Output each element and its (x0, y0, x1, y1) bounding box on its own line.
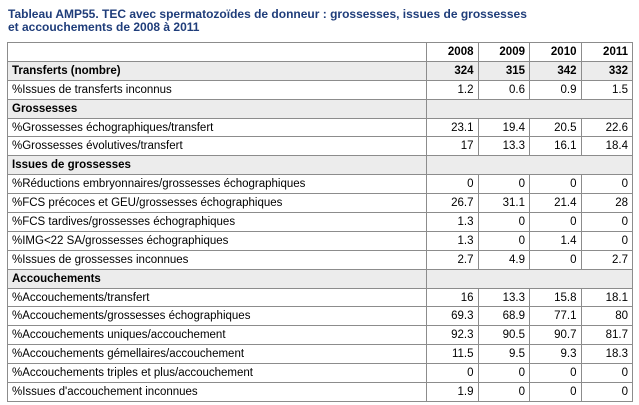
value-cell: 21.4 (530, 194, 582, 213)
value-cell: 31.1 (478, 194, 530, 213)
value-cell: 0 (530, 364, 582, 383)
value-cell: 9.5 (478, 345, 530, 364)
section-label: Issues de grossesses (8, 156, 427, 175)
value-cell: 18.4 (581, 137, 633, 156)
value-cell: 22.6 (581, 118, 633, 137)
value-cell: 0 (478, 231, 530, 250)
value-cell: 1.2 (427, 80, 479, 99)
section-label: Grossesses (8, 99, 427, 118)
value-cell: 20.5 (530, 118, 582, 137)
value-cell: 342 (530, 61, 582, 80)
value-cell: 0 (581, 231, 633, 250)
section-header-row (8, 99, 633, 118)
value-cell: 77.1 (530, 307, 582, 326)
table-row (8, 118, 633, 137)
value-cell: 69.3 (427, 307, 479, 326)
value-cell: 0 (530, 383, 582, 402)
year-header: 2010 (530, 43, 582, 62)
value-cell: 0 (478, 213, 530, 232)
row-label: %FCS précoces et GEU/grossesses échographiques (8, 194, 427, 213)
value-cell: 26.7 (427, 194, 479, 213)
table-title-line-2: et accouchements de 2008 à 2011 (8, 20, 200, 34)
value-cell: 2.7 (427, 250, 479, 269)
value-cell: 1.3 (427, 231, 479, 250)
value-cell: 332 (581, 61, 633, 80)
value-cell: 11.5 (427, 345, 479, 364)
value-cell: 315 (478, 61, 530, 80)
value-cell: 0 (581, 383, 633, 402)
year-header: 2008 (427, 43, 479, 62)
value-cell: 1.5 (581, 80, 633, 99)
value-cell: 0 (478, 383, 530, 402)
value-cell: 1.9 (427, 383, 479, 402)
header-blank-cell (8, 43, 427, 62)
value-cell: 16 (427, 288, 479, 307)
value-cell: 18.3 (581, 345, 633, 364)
value-cell: 28 (581, 194, 633, 213)
value-cell: 2.7 (581, 250, 633, 269)
value-cell: 9.3 (530, 345, 582, 364)
row-label: %Accouchements/grossesses échographiques (8, 307, 427, 326)
value-cell: 13.3 (478, 137, 530, 156)
table-row (8, 326, 633, 345)
value-cell: 13.3 (478, 288, 530, 307)
value-cell: 0 (530, 213, 582, 232)
year-header: 2011 (581, 43, 633, 62)
row-label: %Grossesses échographiques/transfert (8, 118, 427, 137)
year-header: 2009 (478, 43, 530, 62)
header-row (8, 43, 633, 62)
table-row (8, 288, 633, 307)
table-row (8, 80, 633, 99)
row-label: %Accouchements/transfert (8, 288, 427, 307)
table-row (8, 383, 633, 402)
value-cell: 90.5 (478, 326, 530, 345)
value-cell: 68.9 (478, 307, 530, 326)
value-cell: 81.7 (581, 326, 633, 345)
row-label: %Accouchements uniques/accouchement (8, 326, 427, 345)
value-cell: 80 (581, 307, 633, 326)
row-label: %Issues d'accouchement inconnues (8, 383, 427, 402)
table-row (8, 137, 633, 156)
value-cell: 0 (427, 175, 479, 194)
section-filler-cell (427, 156, 633, 175)
value-cell: 18.1 (581, 288, 633, 307)
table-row (8, 175, 633, 194)
row-label: %IMG<22 SA/grossesses échographiques (8, 231, 427, 250)
row-label: Transferts (nombre) (8, 61, 427, 80)
section-header-row (8, 269, 633, 288)
value-cell: 0.9 (530, 80, 582, 99)
value-cell: 0 (530, 250, 582, 269)
value-cell: 0 (581, 213, 633, 232)
value-cell: 16.1 (530, 137, 582, 156)
value-cell: 92.3 (427, 326, 479, 345)
section-filler-cell (427, 99, 633, 118)
table-row (8, 345, 633, 364)
section-header-row (8, 156, 633, 175)
statistics-table (7, 42, 633, 402)
value-cell: 1.4 (530, 231, 582, 250)
section-filler-cell (427, 269, 633, 288)
value-cell: 19.4 (478, 118, 530, 137)
value-cell: 90.7 (530, 326, 582, 345)
value-cell: 1.3 (427, 213, 479, 232)
value-cell: 0 (478, 364, 530, 383)
value-cell: 0 (530, 175, 582, 194)
table-row (8, 61, 633, 80)
row-label: %Issues de transferts inconnus (8, 80, 427, 99)
value-cell: 23.1 (427, 118, 479, 137)
row-label: %Accouchements triples et plus/accouchement (8, 364, 427, 383)
table-title-line-1: Tableau AMP55. TEC avec spermatozoïdes de donneur : grossesses, issues de grossesses (8, 7, 527, 21)
value-cell: 4.9 (478, 250, 530, 269)
row-label: %Réductions embryonnaires/grossesses échographiques (8, 175, 427, 194)
value-cell: 0 (581, 364, 633, 383)
row-label: %Grossesses évolutives/transfert (8, 137, 427, 156)
row-label: %Accouchements gémellaires/accouchement (8, 345, 427, 364)
section-label: Accouchements (8, 269, 427, 288)
table-row (8, 213, 633, 232)
table-row (8, 250, 633, 269)
table-row (8, 307, 633, 326)
row-label: %FCS tardives/grossesses échographiques (8, 213, 427, 232)
value-cell: 15.8 (530, 288, 582, 307)
table-row (8, 194, 633, 213)
value-cell: 0.6 (478, 80, 530, 99)
value-cell: 0 (478, 175, 530, 194)
value-cell: 0 (427, 364, 479, 383)
table-row (8, 364, 633, 383)
value-cell: 324 (427, 61, 479, 80)
table-row (8, 231, 633, 250)
table-title (8, 8, 628, 34)
value-cell: 17 (427, 137, 479, 156)
table-body (8, 61, 633, 401)
row-label: %Issues de grossesses inconnues (8, 250, 427, 269)
value-cell: 0 (581, 175, 633, 194)
